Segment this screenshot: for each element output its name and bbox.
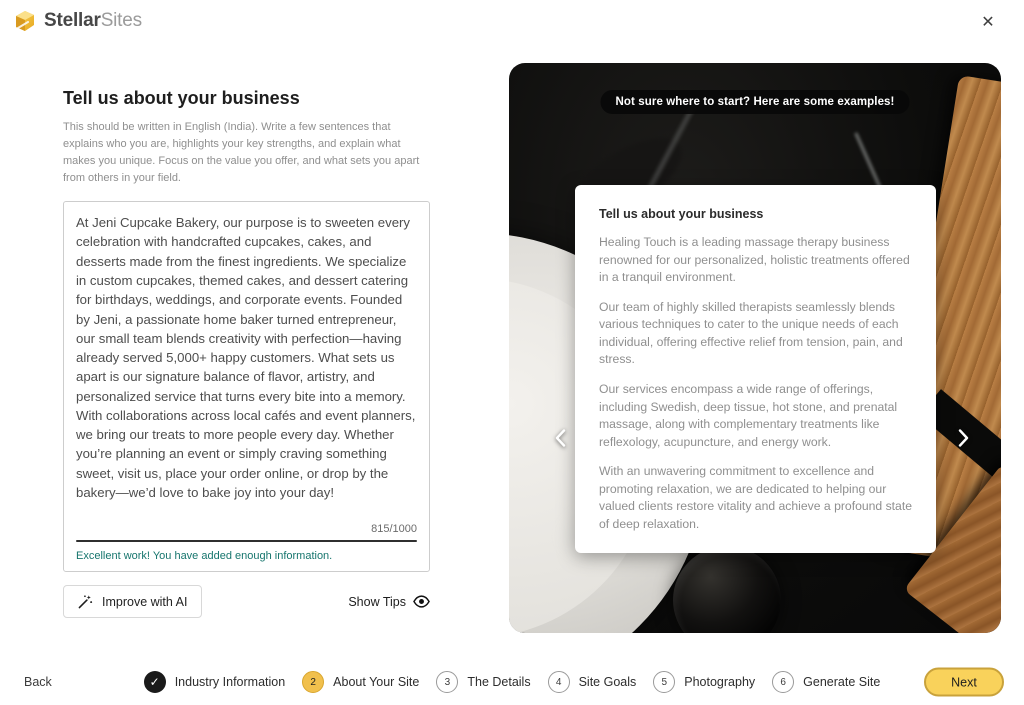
step-industry-information[interactable] — [144, 671, 285, 693]
step-label: Industry Information — [174, 675, 286, 689]
next-button[interactable]: Next — [924, 668, 1004, 697]
examples-tooltip: Not sure where to start? Here are some examples! — [601, 90, 910, 114]
show-tips-toggle[interactable] — [348, 595, 430, 609]
step-label: Photography — [684, 675, 756, 689]
wizard-footer — [0, 659, 1024, 705]
business-description-field — [63, 201, 430, 572]
examples-panel — [509, 63, 1001, 633]
business-description-input[interactable] — [76, 213, 417, 521]
header — [0, 0, 1024, 44]
magic-wand-icon — [78, 594, 93, 609]
chevron-left-icon[interactable] — [550, 425, 570, 451]
photo-dark-bowl — [673, 546, 781, 633]
step-number: 4 — [548, 671, 570, 693]
step-generate-site[interactable] — [772, 671, 880, 693]
example-card — [575, 185, 936, 553]
step-about-your-site[interactable] — [302, 671, 419, 693]
example-paragraph: With an unwavering commitment to excellence and promoting relaxation, we are dedicated to helping our valued clients restore vitality and achieve a profound state of deep relaxation. — [599, 464, 912, 531]
step-photography[interactable] — [653, 671, 755, 693]
brand-name — [44, 10, 142, 32]
field-focus-underline — [76, 540, 417, 542]
validation-message: Excellent work! You have added enough information. — [76, 550, 333, 563]
page-title: Tell us about your business — [63, 88, 300, 108]
brand-name-light: Sites — [100, 10, 142, 31]
step-site-goals[interactable] — [548, 671, 637, 693]
close-icon[interactable]: ✕ — [976, 10, 1000, 34]
example-card-title: Tell us about your business — [599, 207, 764, 221]
form-actions — [63, 585, 430, 618]
chevron-right-icon[interactable] — [953, 425, 973, 451]
about-business-form — [63, 88, 430, 618]
eye-icon — [413, 595, 430, 608]
form-description: This should be written in English (India). Write a few sentences that explains who you are, highlights your key strengths, and explain what makes you unique. Focus on the value you offer, and what sets you apart from others in your field. — [63, 121, 420, 185]
example-paragraph: Our services encompass a wide range of offerings, including Swedish, deep tissue, hot stone, and prenatal massage, along with complementary treatments like reflexology, acupuncture, and energy work. — [599, 381, 898, 449]
example-paragraph: Healing Touch is a leading massage therapy business renowned for our personalized, holistic treatments offered in a tranquil environment. — [599, 235, 910, 285]
brand-name-bold: Stellar — [44, 10, 101, 31]
stellar-cube-icon — [12, 8, 38, 34]
show-tips-label: Show Tips — [348, 594, 406, 609]
step-number: 2 — [302, 671, 324, 693]
step-label: The Details — [467, 675, 531, 689]
step-label: Generate Site — [803, 675, 881, 689]
step-the-details[interactable] — [436, 671, 530, 693]
brand-logo — [12, 8, 142, 34]
back-button[interactable]: Back — [24, 675, 52, 689]
character-counter: 815/1000 — [371, 523, 417, 536]
improve-with-ai-label: Improve with AI — [102, 594, 188, 609]
step-number: 5 — [653, 671, 675, 693]
wizard-stepper — [144, 671, 881, 693]
step-label: Site Goals — [578, 675, 637, 689]
check-icon: ✓ — [144, 671, 166, 693]
example-paragraph: Our team of highly skilled therapists seamlessly blends various techniques to cater to the unique needs of each individual, offering effective relief from tension, pain, and stress. — [599, 299, 903, 367]
step-label: About Your Site — [333, 675, 420, 689]
step-number: 6 — [772, 671, 794, 693]
step-number: 3 — [436, 671, 458, 693]
improve-with-ai-button[interactable] — [63, 585, 202, 618]
